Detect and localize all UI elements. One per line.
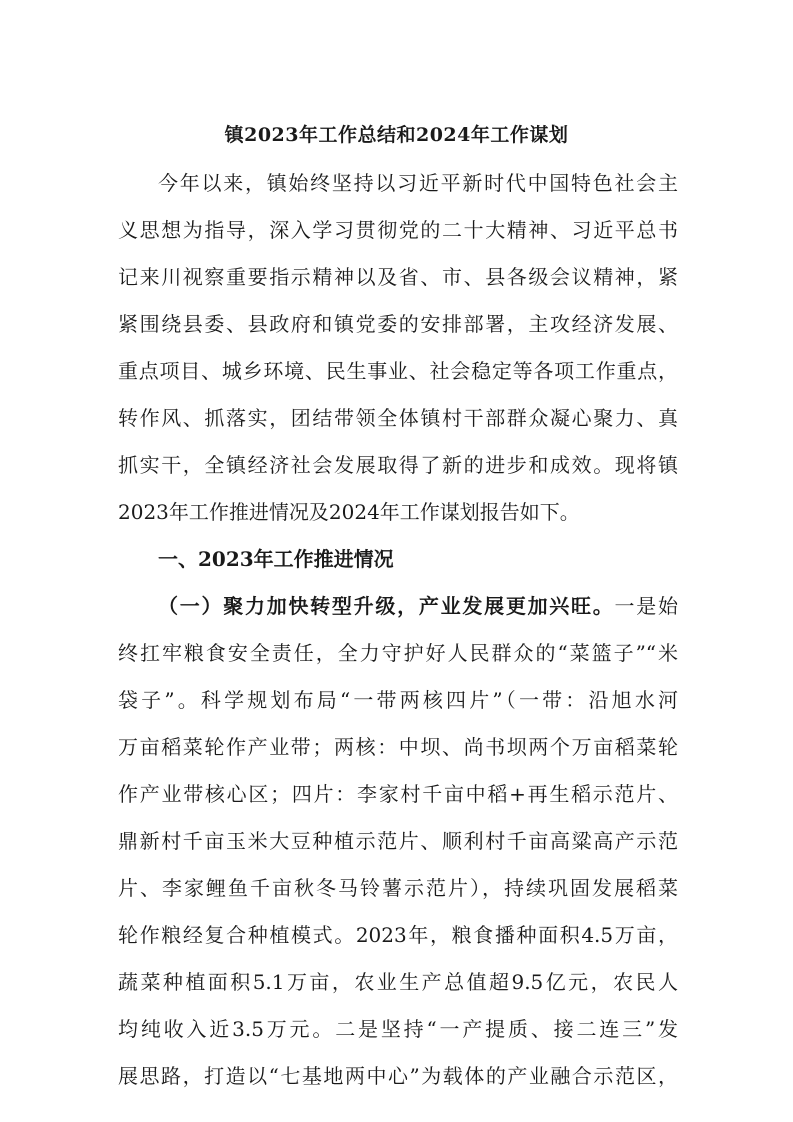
document-title: 镇2023年工作总结和2024年工作谋划	[224, 124, 569, 146]
intro-line-4: 紧围绕县委、县政府和镇党委的安排部署，主攻经济发展、	[118, 312, 678, 336]
body-line-1: 终扛牢粮食安全责任，全力守护好人民群众的“菜篮子”“米	[118, 641, 678, 665]
body-line-2: 袋子”。科学规划布局“一带两核四片”（一带：沿旭水河	[118, 688, 678, 712]
body-line-8: 蔬菜种植面积5.1万亩，农业生产总值超9.5亿元，农民人	[118, 970, 678, 994]
intro-line-8: 2023年工作推进情况及2024年工作谋划报告如下。	[118, 500, 580, 524]
body-line-7: 轮作粮经复合种植模式。2023年，粮食播种面积4.5万亩，	[118, 923, 678, 947]
intro-line-5: 重点项目、城乡环境、民生事业、社会稳定等各项工作重点，	[118, 359, 678, 383]
subsection-heading: （一）聚力加快转型升级，产业发展更加兴旺。	[158, 594, 615, 618]
intro-line-6: 转作风、抓落实，团结带领全体镇村干部群众凝心聚力、真	[118, 406, 678, 430]
section-heading: 一、2023年工作推进情况	[158, 547, 394, 571]
body-line-6: 片、李家鲤鱼千亩秋冬马铃薯示范片），持续巩固发展稻菜	[118, 876, 678, 900]
body-line-10: 展思路，打造以“七基地两中心”为载体的产业融合示范区，	[118, 1064, 678, 1088]
intro-line-3: 记来川视察重要指示精神以及省、市、县各级会议精神，紧	[118, 265, 678, 289]
body-line-3: 万亩稻菜轮作产业带；两核：中坝、尚书坝两个万亩稻菜轮	[118, 735, 678, 759]
intro-line-1: 今年以来，镇始终坚持以习近平新时代中国特色社会主	[158, 171, 678, 195]
body-line-4: 作产业带核心区；四片：李家村千亩中稻+再生稻示范片、	[118, 782, 678, 806]
subsection-line	[158, 592, 678, 620]
body-line-9: 均纯收入近3.5万元。二是坚持“一产提质、接二连三”发	[118, 1017, 678, 1041]
body-line-5: 鼎新村千亩玉米大豆种植示范片、顺利村千亩高粱高产示范	[118, 829, 678, 853]
intro-line-7: 抓实干，全镇经济社会发展取得了新的进步和成效。现将镇	[118, 453, 678, 477]
subsection-lead: 一是始	[614, 594, 678, 618]
intro-line-2: 义思想为指导，深入学习贯彻党的二十大精神、习近平总书	[118, 218, 678, 242]
